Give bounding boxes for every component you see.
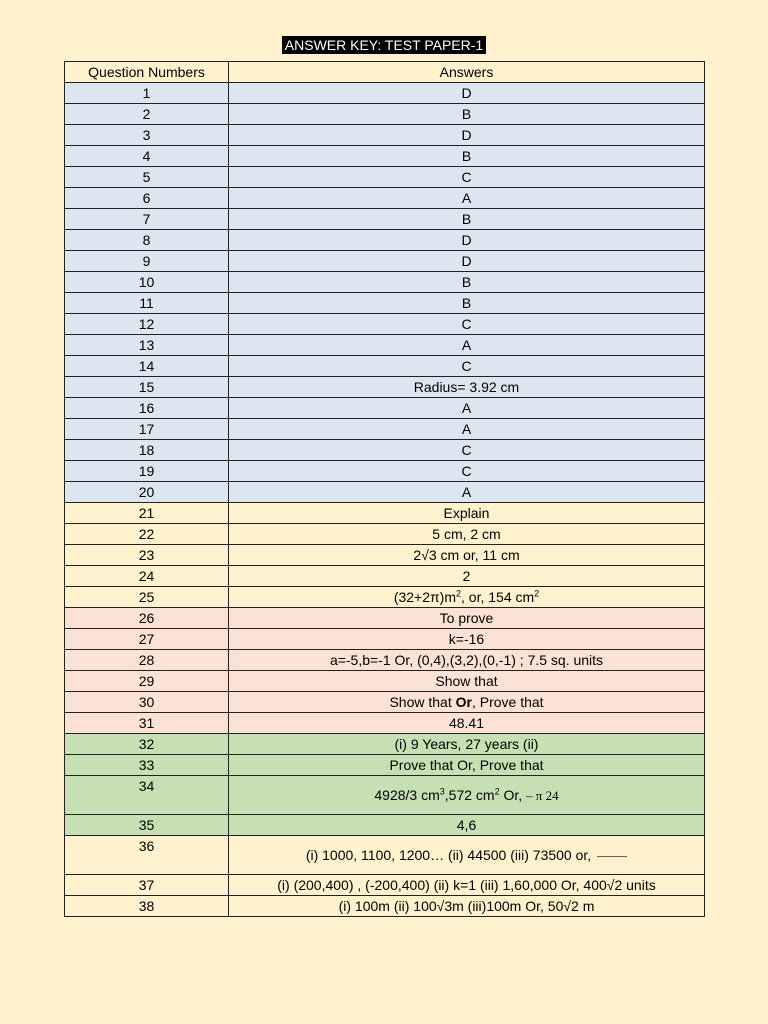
answer-cell: 2√3 cm or, 11 cm — [229, 545, 705, 566]
question-number: 29 — [65, 671, 229, 692]
answer-text: 4928/3 cm — [374, 786, 440, 803]
question-number: 16 — [65, 398, 229, 419]
table-row — [65, 836, 705, 875]
answer-cell: A — [229, 335, 705, 356]
table-row — [65, 419, 705, 440]
answer-cell: 5 cm, 2 cm — [229, 524, 705, 545]
question-number: 13 — [65, 335, 229, 356]
question-number: 1 — [65, 83, 229, 104]
table-row — [65, 461, 705, 482]
question-number: 8 — [65, 230, 229, 251]
question-number: 6 — [65, 188, 229, 209]
answer-cell: 48.41 — [229, 713, 705, 734]
answer-cell — [229, 587, 705, 608]
answer-cell: D — [229, 125, 705, 146]
math-fragment: – π 24 — [526, 787, 559, 803]
table-row — [65, 335, 705, 356]
answer-cell: Explain — [229, 503, 705, 524]
table-row — [65, 377, 705, 398]
answer-cell — [229, 692, 705, 713]
question-number: 28 — [65, 650, 229, 671]
question-number: 14 — [65, 356, 229, 377]
answer-cell: D — [229, 251, 705, 272]
answer-cell: (i) 100m (ii) 100√3m (iii)100m Or, 50√2 m — [229, 896, 705, 917]
answer-cell: Show that — [229, 671, 705, 692]
answer-cell: C — [229, 314, 705, 335]
answer-cell: k=-16 — [229, 629, 705, 650]
answer-cell: B — [229, 104, 705, 125]
question-number: 24 — [65, 566, 229, 587]
question-number: 9 — [65, 251, 229, 272]
answer-cell: B — [229, 209, 705, 230]
question-number: 33 — [65, 755, 229, 776]
superscript: 2 — [456, 588, 462, 599]
answer-cell: B — [229, 293, 705, 314]
answer-cell: Radius= 3.92 cm — [229, 377, 705, 398]
question-number: 11 — [65, 293, 229, 314]
answer-cell: A — [229, 482, 705, 503]
question-number: 37 — [65, 875, 229, 896]
table-row — [65, 230, 705, 251]
question-number: 20 — [65, 482, 229, 503]
question-number: 38 — [65, 896, 229, 917]
question-number: 32 — [65, 734, 229, 755]
answer-text: ,572 cm — [444, 786, 495, 803]
answer-cell: (i) (200,400) , (-200,400) (ii) k=1 (iii) 1,60,000 Or, 400√2 units — [229, 875, 705, 896]
question-number: 34 — [65, 776, 229, 815]
answer-text: Or, — [499, 786, 527, 803]
table-row — [65, 524, 705, 545]
column-header-answer: Answers — [229, 62, 705, 83]
question-number: 15 — [65, 377, 229, 398]
question-number: 25 — [65, 587, 229, 608]
question-number: 17 — [65, 419, 229, 440]
answer-text: (i) 1000, 1100, 1200… (ii) 44500 (iii) 73500 or, — [305, 847, 592, 863]
superscript: 2 — [534, 588, 540, 599]
answer-cell: D — [229, 83, 705, 104]
table-row — [65, 167, 705, 188]
question-number: 31 — [65, 713, 229, 734]
table-row — [65, 875, 705, 896]
table-row — [65, 896, 705, 917]
question-number: 30 — [65, 692, 229, 713]
answer-cell: Prove that Or, Prove that — [229, 755, 705, 776]
table-row — [65, 545, 705, 566]
question-number: 23 — [65, 545, 229, 566]
table-row — [65, 755, 705, 776]
table-row — [65, 503, 705, 524]
answer-cell: A — [229, 188, 705, 209]
question-number: 19 — [65, 461, 229, 482]
question-number: 2 — [65, 104, 229, 125]
table-row — [65, 713, 705, 734]
table-row — [65, 293, 705, 314]
page-title-wrap — [0, 35, 768, 55]
question-number: 27 — [65, 629, 229, 650]
answer-cell: B — [229, 146, 705, 167]
fraction-rule — [597, 856, 627, 857]
table-row — [65, 125, 705, 146]
answer-cell: D — [229, 230, 705, 251]
table-row — [65, 440, 705, 461]
table-row — [65, 608, 705, 629]
table-row — [65, 272, 705, 293]
answer-cell: To prove — [229, 608, 705, 629]
table-row — [65, 356, 705, 377]
table-row — [65, 650, 705, 671]
table-row — [65, 398, 705, 419]
question-number: 18 — [65, 440, 229, 461]
table-row — [65, 104, 705, 125]
answer-cell — [229, 836, 705, 875]
answer-text: , or, 154 cm — [461, 589, 535, 605]
table-header-row — [65, 62, 705, 83]
answer-cell: 2 — [229, 566, 705, 587]
table-row — [65, 482, 705, 503]
table-row — [65, 251, 705, 272]
question-number: 5 — [65, 167, 229, 188]
answer-cell: 4,6 — [229, 815, 705, 836]
answer-cell: C — [229, 356, 705, 377]
table-row — [65, 587, 705, 608]
table-row — [65, 671, 705, 692]
question-number: 4 — [65, 146, 229, 167]
table-row — [65, 566, 705, 587]
answer-key-table — [64, 61, 705, 917]
answer-cell — [229, 776, 705, 815]
question-number: 35 — [65, 815, 229, 836]
answer-cell: a=-5,b=-1 Or, (0,4),(3,2),(0,-1) ; 7.5 sq. units — [229, 650, 705, 671]
table-row — [65, 314, 705, 335]
question-number: 36 — [65, 836, 229, 875]
page-title: ANSWER KEY: TEST PAPER-1 — [282, 36, 486, 54]
table-row — [65, 629, 705, 650]
answer-cell: (i) 9 Years, 27 years (ii) — [229, 734, 705, 755]
answer-text: , Prove that — [471, 694, 544, 710]
answer-text: Show that — [389, 694, 456, 710]
question-number: 12 — [65, 314, 229, 335]
question-number: 3 — [65, 125, 229, 146]
column-header-question: Question Numbers — [65, 62, 229, 83]
superscript: 3 — [439, 785, 445, 796]
table-row — [65, 83, 705, 104]
answer-cell: C — [229, 167, 705, 188]
table-row — [65, 692, 705, 713]
answer-cell: A — [229, 419, 705, 440]
answer-cell: A — [229, 398, 705, 419]
table-row — [65, 209, 705, 230]
answer-cell: C — [229, 440, 705, 461]
answer-text: (32+2π)m — [393, 589, 456, 605]
answer-bold-text: Or — [455, 694, 472, 710]
superscript: 2 — [494, 785, 500, 796]
table-row — [65, 188, 705, 209]
question-number: 22 — [65, 524, 229, 545]
table-row — [65, 776, 705, 815]
question-number: 26 — [65, 608, 229, 629]
table-row — [65, 146, 705, 167]
answer-cell: C — [229, 461, 705, 482]
question-number: 21 — [65, 503, 229, 524]
table-row — [65, 815, 705, 836]
answer-cell: B — [229, 272, 705, 293]
question-number: 7 — [65, 209, 229, 230]
question-number: 10 — [65, 272, 229, 293]
table-row — [65, 734, 705, 755]
